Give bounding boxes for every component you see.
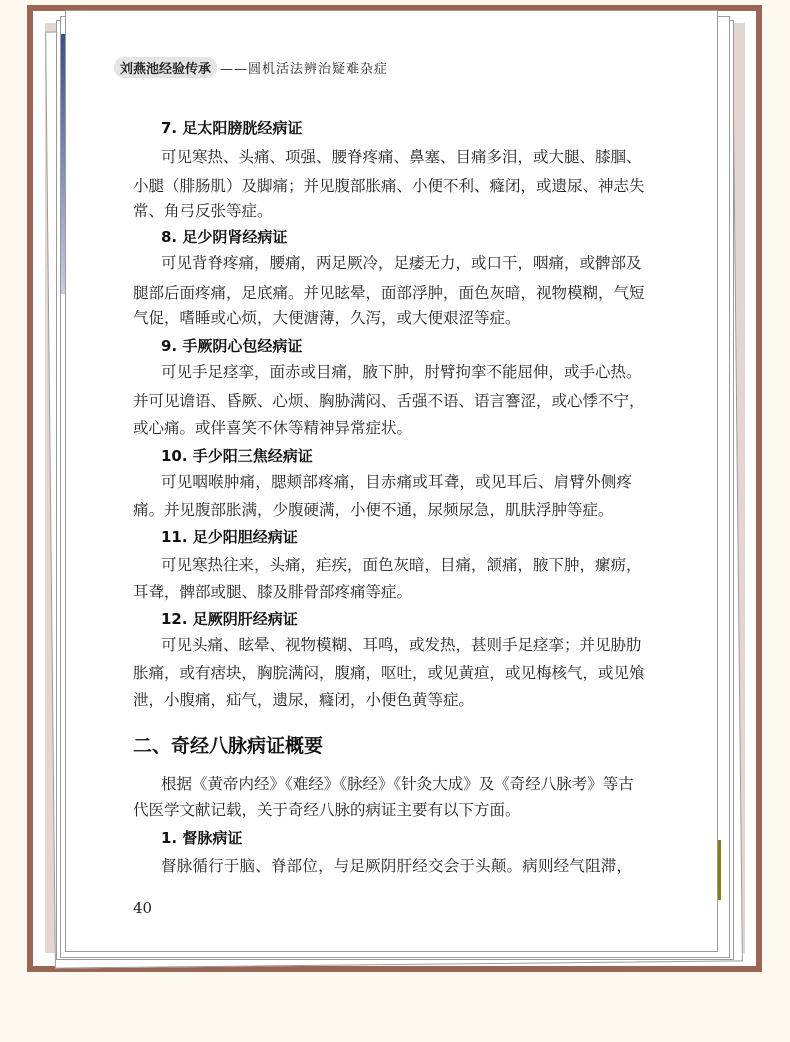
paragraph-line: 气促，嗜睡或心烦，大便溏薄，久泻，或大便艰涩等症。	[133, 309, 521, 327]
paragraph-line: 并可见谵语、昏厥、心烦、胸胁满闷、舌强不语、语言謇涩，或心悸不宁，	[133, 392, 645, 410]
running-head	[114, 57, 388, 78]
section-heading: 二、奇经八脉病证概要	[133, 735, 324, 757]
paragraph-line: 泄，小腹痛，疝气，遗尿，癃闭，小便色黄等症。	[133, 691, 475, 709]
paragraph-line: 督脉循行于脑、脊部位，与足厥阴肝经交会于头颠。病则经气阻滞，	[161, 857, 632, 875]
paragraph-line: 可见咽喉肿痛，腮颊部疼痛，目赤痛或耳聋，或见耳后、肩臂外侧疼	[161, 473, 632, 491]
paragraph-line: 可见寒热往来，头痛，疟疾，面色灰暗，目痛，颔痛，腋下肿，瘰疬，	[161, 556, 642, 574]
paragraph-line: 耳聋，髀部或腿、膝及腓骨部疼痛等症。	[133, 583, 413, 601]
subsection-heading: 10. 手少阳三焦经病证	[161, 447, 313, 465]
paragraph-line: 可见手足痉挛，面赤或目痛，腋下肿，肘臂拘挛不能屈伸，或手心热。	[161, 363, 642, 381]
paragraph-line: 代医学文献记载，关于奇经八脉的病证主要有以下方面。	[133, 801, 521, 819]
paragraph-line: 可见背脊疼痛，腰痛，两足厥冷，足痿无力，或口干，咽痛，或髀部及	[161, 254, 642, 272]
paragraph-line: 根据《黄帝内经》《难经》《脉经》《针灸大成》及《奇经八脉考》等古	[161, 775, 634, 793]
book-subtitle: ——圆机活法辨治疑难杂症	[220, 62, 389, 77]
subsection-heading: 12. 足厥阴肝经病证	[161, 610, 298, 628]
book-title: 刘燕池经验传承	[114, 57, 217, 78]
subsection-heading: 9. 手厥阴心包经病证	[161, 337, 303, 355]
page-number: 40	[133, 899, 153, 917]
subsection-heading: 1. 督脉病证	[161, 829, 243, 847]
paragraph-line: 腿部后面疼痛，足底痛。并见眩晕，面部浮肿，面色灰暗，视物模糊，气短	[133, 284, 645, 302]
paragraph-line: 胀痛，或有痞块，胸脘满闷，腹痛，呕吐，或见黄疸，或见梅核气，或见飧	[133, 664, 645, 682]
paragraph-line: 或心痛。或伴喜笑不休等精神异常症状。	[133, 419, 413, 437]
paragraph-line: 常、角弓反张等症。	[133, 202, 273, 220]
paragraph-line: 可见寒热、头痛、项强、腰脊疼痛、鼻塞、目痛多泪，或大腿、膝腘、	[161, 148, 642, 166]
paragraph-line: 可见头痛、眩晕、视物模糊、耳鸣，或发热，甚则手足痉挛；并见胁肋	[161, 636, 642, 654]
subsection-heading: 7. 足太阳膀胱经病证	[161, 119, 303, 137]
paragraph-line: 痛。并见腹部胀满，少腹硬满，小便不通，尿频尿急，肌肤浮肿等症。	[133, 501, 614, 519]
subsection-heading: 11. 足少阳胆经病证	[161, 528, 298, 546]
subsection-heading: 8. 足少阴肾经病证	[161, 228, 288, 246]
paragraph-line: 小腿（腓肠肌）及脚痛；并见腹部胀痛、小便不利、癃闭，或遗尿、神志失	[133, 177, 645, 195]
